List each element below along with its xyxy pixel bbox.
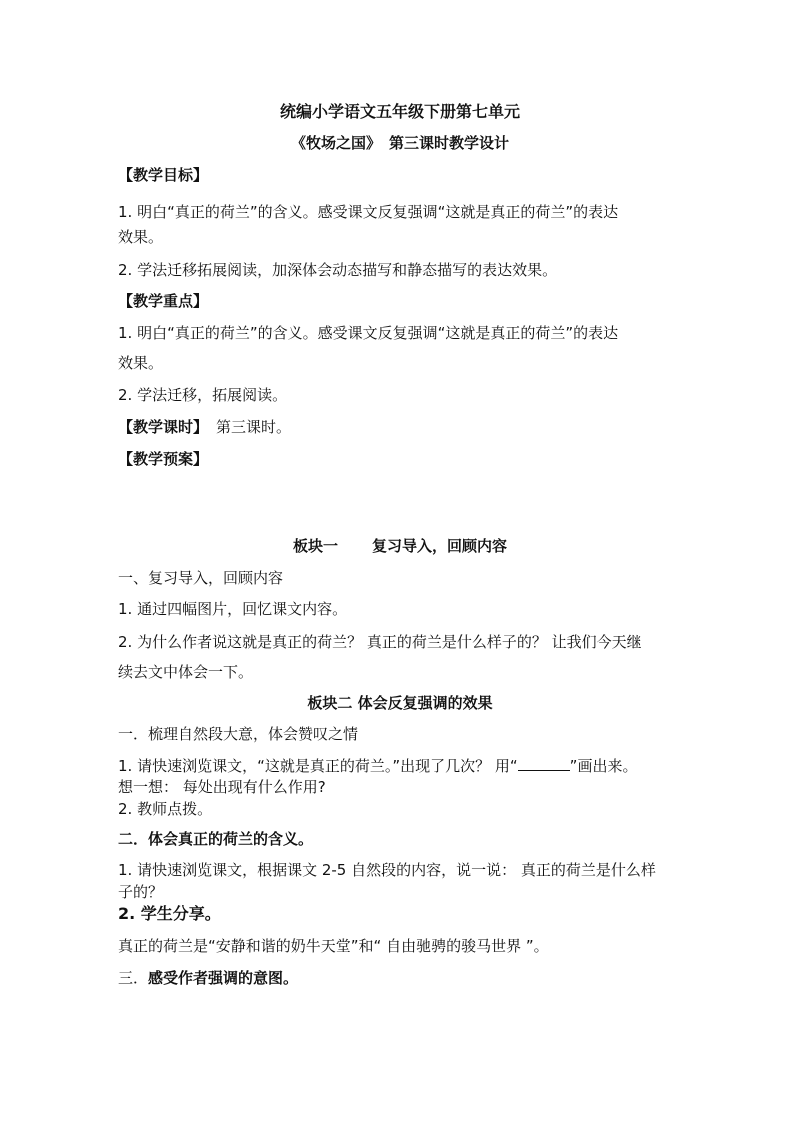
block2-item1-line-1 xyxy=(118,756,637,776)
block2-title: 板块二 体会反复强调的效果 xyxy=(307,694,493,712)
block2-answer: 真正的荷兰是“安静和谐的奶牛天堂”和“ 自由驰骋的骏马世界 ”。 xyxy=(118,937,549,955)
block1-title-a: 板块一 xyxy=(292,537,338,555)
block1-title xyxy=(0,536,800,556)
period-line xyxy=(118,417,291,437)
block2-item1-line-2: 想一想： 每处出现有什么作用? xyxy=(118,778,326,796)
key-point-1-line-1: 1. 明白“真正的荷兰”的含义。感受课文反复强调“这就是真正的荷兰”的表达 xyxy=(118,324,619,342)
block1-item1: 1. 通过四幅图片，回忆课文内容。 xyxy=(118,600,348,618)
block2-item3-line-2: 子的？ xyxy=(118,883,164,901)
block1-item2-line-2: 续去文中体会一下。 xyxy=(118,663,254,681)
period-value: 第三课时。 xyxy=(216,418,292,436)
block2-item3-line-1: 1. 请快速浏览课文，根据课文 2-5 自然段的内容，说一说： 真正的荷兰是什么样 xyxy=(118,861,656,879)
block2-sub1: 一．梳理自然段大意，体会赞叹之情 xyxy=(118,725,359,743)
key-points-heading: 【教学重点】 xyxy=(118,292,209,310)
block2-sub3 xyxy=(118,968,298,988)
block2-item4: 2. 学生分享。 xyxy=(118,904,221,923)
objective-1-line-2: 效果。 xyxy=(118,228,164,246)
block2-item2: 2. 教师点拨。 xyxy=(118,800,213,818)
block1-title-b: 复习导入，回顾内容 xyxy=(372,537,508,555)
block2-sub2: 二．体会真正的荷兰的含义。 xyxy=(118,830,314,848)
subtitle-rest: 第三课时教学设计 xyxy=(389,134,510,152)
block2-sub3-prefix: 三． xyxy=(118,969,149,987)
block1-item2-line-1: 2. 为什么作者说这就是真正的荷兰？ 真正的荷兰是什么样子的？ 让我们今天继 xyxy=(118,633,642,651)
key-point-2: 2. 学法迁移，拓展阅读。 xyxy=(118,386,288,404)
period-heading: 【教学课时】 xyxy=(118,418,209,436)
block2-item1-part1: 1. 请快速浏览课文，“这就是真正的荷兰。”出现了几次？ 用“ xyxy=(118,757,518,775)
objective-1-line-1: 1. 明白“真正的荷兰”的含义。感受课文反复强调“这就是真正的荷兰”的表达 xyxy=(118,203,619,221)
document-subtitle xyxy=(0,133,800,153)
objective-2: 2. 学法迁移拓展阅读，加深体会动态描写和静态描写的表达效果。 xyxy=(118,261,558,279)
key-point-1-line-2: 效果。 xyxy=(118,354,164,372)
plan-heading: 【教学预案】 xyxy=(118,450,209,468)
block2-sub3-text: 感受作者强调的意图。 xyxy=(148,969,299,987)
book-title: 《牧场之国》 xyxy=(290,134,381,152)
underline-blank xyxy=(518,756,570,771)
block1-sub1: 一、复习导入，回顾内容 xyxy=(118,569,284,587)
objectives-heading: 【教学目标】 xyxy=(118,166,209,184)
document-title: 统编小学语文五年级下册第七单元 xyxy=(279,102,520,121)
block2-item1-part2: ”画出来。 xyxy=(569,757,638,775)
